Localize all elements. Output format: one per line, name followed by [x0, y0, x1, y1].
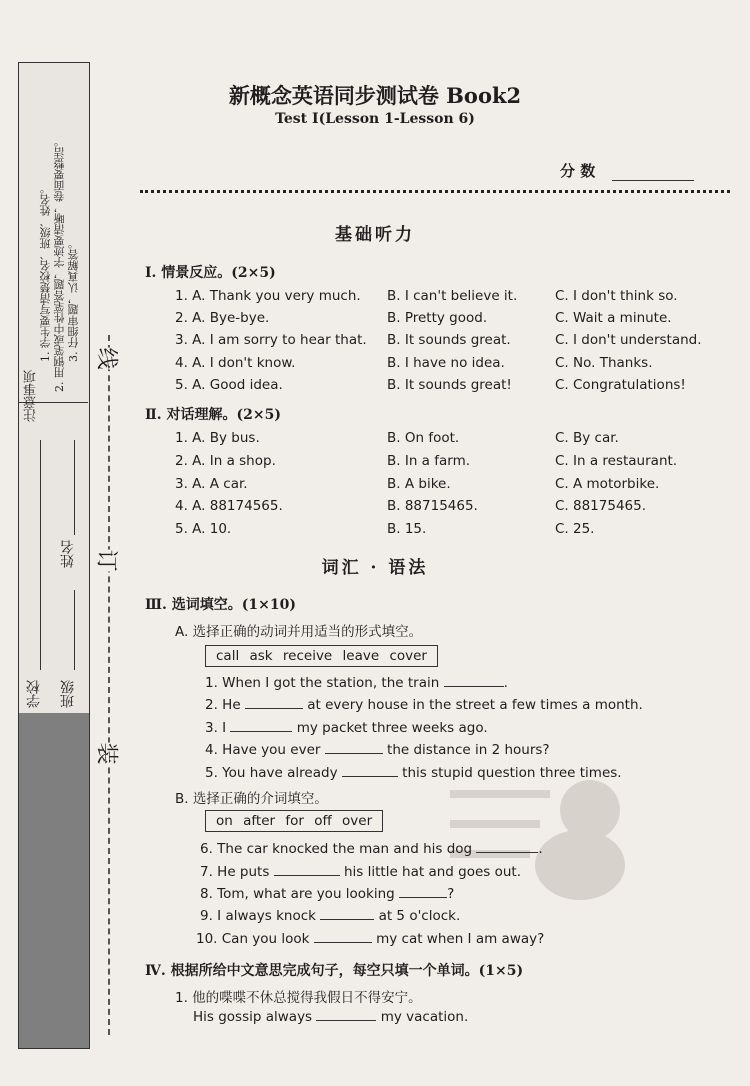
option-c: C. In a restaurant.: [555, 453, 678, 469]
part4-title: Ⅳ. 根据所给中文意思完成句子，每空只填一个单词。(1×5): [145, 963, 524, 979]
question-text: 9. I always knock: [200, 908, 316, 924]
option-a: 1. A. By bus.: [175, 430, 260, 446]
name-line: [74, 440, 75, 535]
class-label: 班级: [60, 680, 76, 708]
question-text: 4. Have you ever: [205, 742, 321, 758]
option-c: C. I don't understand.: [555, 332, 702, 348]
answer-blank[interactable]: [316, 1008, 376, 1021]
answer-blank[interactable]: [230, 719, 292, 732]
question-text: 6. The car knocked the man and his dog: [200, 841, 473, 857]
option-a: 1. A. Thank you very much.: [175, 288, 361, 304]
question-tail: ?: [447, 886, 455, 902]
note-3: 3. 仔细审题，认真解答。: [67, 238, 80, 362]
question-1: [205, 674, 508, 691]
section-heading-listening: 基础听力: [335, 225, 415, 245]
option-a: 4. A. 88174565.: [175, 498, 283, 514]
part3-sub-b: B. 选择正确的介词填空。: [175, 791, 328, 807]
option-c: C. No. Thanks.: [555, 355, 653, 371]
question-tail: my packet three weeks ago.: [296, 720, 488, 736]
option-b: B. Pretty good.: [387, 310, 488, 326]
option-a: 5. A. 10.: [175, 521, 232, 537]
part3-title: Ⅲ. 选词填空。(1×10): [145, 597, 296, 613]
question-tail: .: [538, 841, 543, 857]
question-text: 3. I: [205, 720, 227, 736]
question-2: [205, 696, 643, 713]
page-title: 新概念英语同步测试卷 Book2: [228, 83, 522, 108]
option-a: 4. A. I don't know.: [175, 355, 296, 371]
answer-blank[interactable]: [245, 696, 303, 709]
option-b: B. A bike.: [387, 476, 451, 492]
question-tail: .: [503, 675, 508, 691]
question-tail: my vacation.: [380, 1009, 469, 1025]
question-tail: his little hat and goes out.: [343, 864, 521, 880]
question-tail: this stupid question three times.: [402, 765, 622, 781]
answer-blank[interactable]: [342, 764, 398, 777]
question-text: 7. He puts: [200, 864, 270, 880]
option-c: C. 88175465.: [555, 498, 647, 514]
option-c: C. Congratulations!: [555, 377, 686, 393]
question-text: 1. When I got the station, the train: [205, 675, 440, 691]
option-b: B. I have no idea.: [387, 355, 505, 371]
answer-blank[interactable]: [476, 840, 538, 853]
score-label: 分 数: [560, 162, 596, 180]
question-5: [205, 764, 622, 781]
question-text: 8. Tom, what are you looking: [200, 886, 395, 902]
cut-char-zhuang: 装: [93, 742, 124, 764]
question-text: His gossip always: [193, 1009, 313, 1025]
question-tail: at every house in the street a few times a month.: [307, 697, 643, 713]
question-7: [200, 863, 521, 880]
option-c: C. 25.: [555, 521, 595, 537]
part3-sub-a: A. 选择正确的动词并用适当的形式填空。: [175, 624, 423, 640]
school-label: 学校: [26, 680, 42, 708]
question-tail: the distance in 2 hours?: [387, 742, 550, 758]
word-box-verbs: call ask receive leave cover: [205, 645, 438, 667]
question-4: [205, 741, 550, 758]
page-subtitle: Test Ⅰ(Lesson 1-Lesson 6): [275, 111, 475, 127]
option-b: B. 15.: [387, 521, 427, 537]
notes-heading: 注意事项: [24, 370, 39, 422]
question-tail: at 5 o'clock.: [378, 908, 461, 924]
option-b: B. It sounds great!: [387, 377, 512, 393]
option-c: C. I don't think so.: [555, 288, 678, 304]
question-6: [200, 840, 543, 857]
question-text: 10. Can you look: [196, 931, 310, 947]
note-1: 1. 学生要写清楚校名、班级、姓名。: [39, 183, 52, 362]
part2-title: Ⅱ. 对话理解。(2×5): [145, 407, 282, 423]
option-a: 5. A. Good idea.: [175, 377, 283, 393]
part4-q1-chinese: 1. 他的喋喋不休总搅得我假日不得安宁。: [175, 990, 422, 1006]
question-tail: my cat when I am away?: [376, 931, 545, 947]
answer-blank[interactable]: [444, 674, 504, 687]
question-8: [200, 885, 454, 902]
option-a: 3. A. A car.: [175, 476, 248, 492]
option-a: 3. A. I am sorry to hear that.: [175, 332, 367, 348]
score-blank[interactable]: [612, 180, 694, 181]
option-b: B. I can't believe it.: [387, 288, 518, 304]
answer-blank[interactable]: [399, 885, 447, 898]
answer-blank[interactable]: [274, 863, 340, 876]
cut-char-ding: 订: [93, 549, 124, 571]
option-b: B. On foot.: [387, 430, 460, 446]
option-b: B. 88715465.: [387, 498, 478, 514]
option-c: C. A motorbike.: [555, 476, 660, 492]
question-text: 2. He: [205, 697, 241, 713]
question-3: [205, 719, 488, 736]
option-a: 2. A. Bye-bye.: [175, 310, 270, 326]
part4-q1-english: [193, 1008, 468, 1025]
option-b: B. It sounds great.: [387, 332, 511, 348]
answer-blank[interactable]: [325, 741, 383, 754]
section-heading-vocab: 词汇 · 语法: [321, 558, 429, 578]
question-10: [196, 930, 544, 947]
answer-blank[interactable]: [320, 907, 374, 920]
option-c: C. Wait a minute.: [555, 310, 672, 326]
question-9: [200, 907, 460, 924]
part1-title: Ⅰ. 情景反应。(2×5): [145, 265, 276, 281]
question-text: 5. You have already: [205, 765, 338, 781]
option-c: C. By car.: [555, 430, 619, 446]
answer-blank[interactable]: [314, 930, 372, 943]
binding-gray-block: [19, 713, 89, 1048]
name-label: 姓名: [60, 540, 76, 568]
option-b: B. In a farm.: [387, 453, 471, 469]
cut-char-xian: 线: [93, 347, 124, 369]
note-2: 2. 用钢笔或中性笔答题，字迹要清晰，卷面要整洁。: [53, 136, 66, 392]
dotted-separator: [140, 190, 730, 193]
class-line: [74, 590, 75, 670]
option-a: 2. A. In a shop.: [175, 453, 276, 469]
cut-line: [108, 335, 110, 1035]
word-box-prepositions: on after for off over: [205, 810, 383, 832]
